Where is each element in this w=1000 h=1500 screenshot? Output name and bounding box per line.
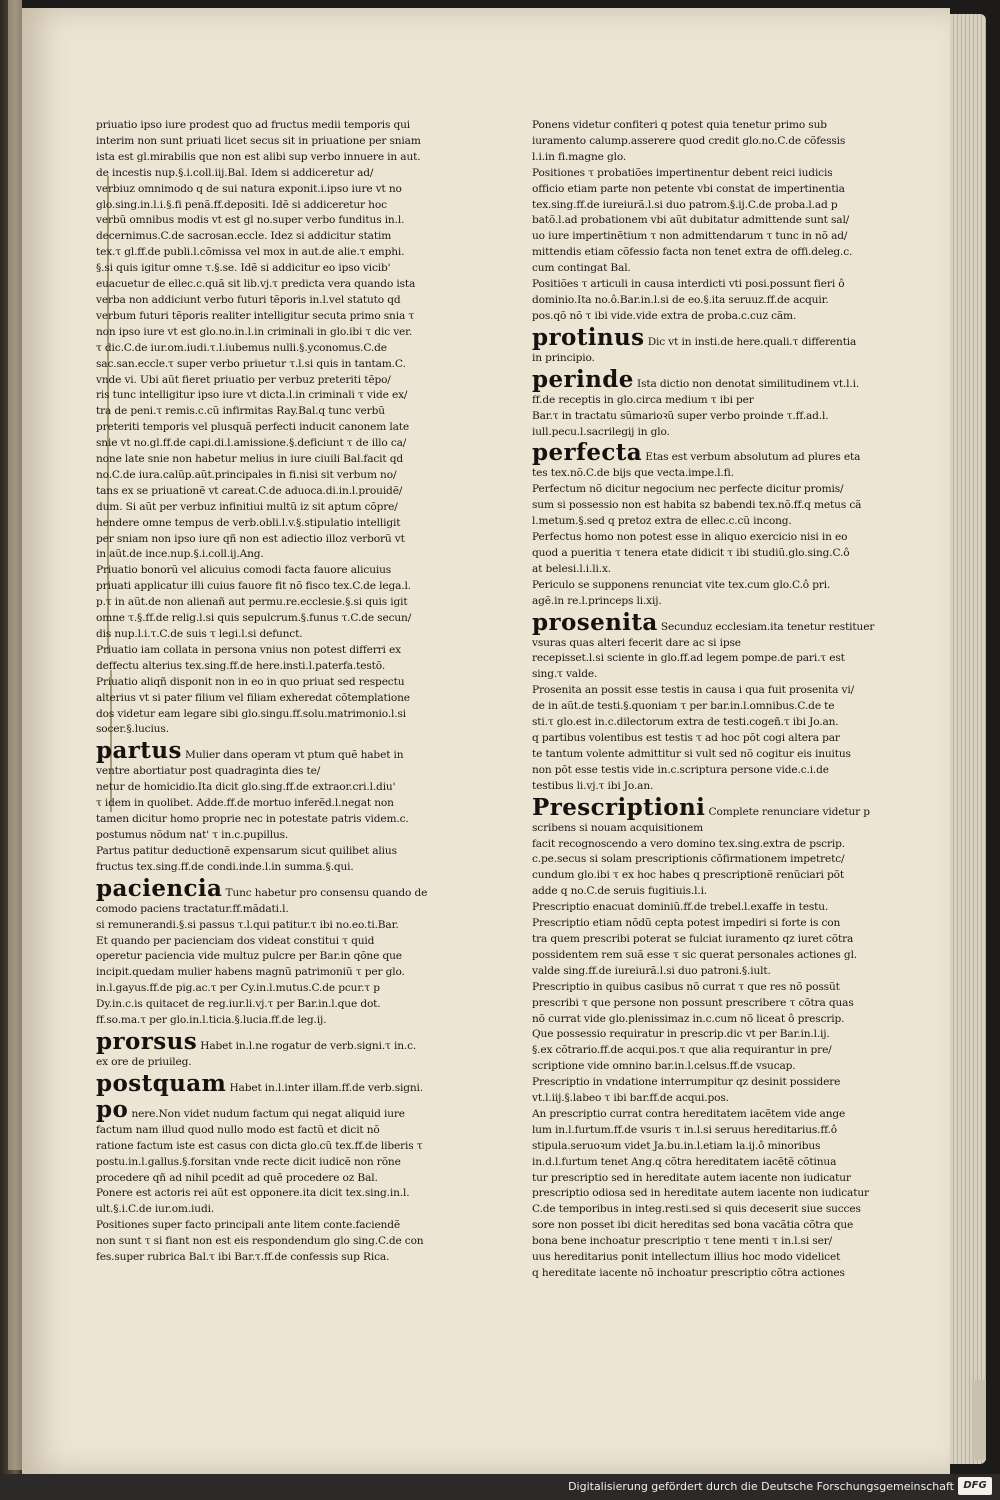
text-line: Habet in.l.inter illam.ff.de verb.signi. (226, 1081, 423, 1094)
text-line: hendere omne tempus de verb.obli.l.v.§.stipulatio intelligit (96, 516, 401, 529)
text-line: vsuras quas alteri fecerit dare ac si ipse (532, 636, 741, 649)
text-line: vnde vi. Ubi aũt fieret priuatio per verbuz preteriti tẽpo/ (96, 373, 391, 386)
text-line: Secunduz ecclesiam.ita tenetur restituer (657, 620, 875, 633)
text-line: priuati applicatur illi cuius fauore fit nõ fisco tex.C.de lega.l. (96, 580, 411, 593)
text-line: sing.τ valde. (532, 668, 598, 681)
text-line: in aũt.de ince.nup.§.i.coll.ij.Ang. (96, 548, 264, 561)
text-line: priuatio ipso iure prodest quo ad fructus medii temporis qui (96, 119, 411, 131)
lemma-headword: prosenita (532, 609, 658, 636)
text-line: verba non addiciunt verbo futuri tẽporis in.l.vel statuto qd (96, 293, 401, 306)
page-tab (972, 1380, 986, 1460)
text-line: §.si quis igitur omne τ.§.se. Idẽ si addicitur eo ipso vicib' (96, 262, 391, 275)
lemma-headword: Prescriptioni (532, 794, 706, 821)
text-line: pos.qõ nõ τ ibi vide.vide extra de proba.c.cuz cãm. (532, 309, 797, 322)
text-line: p.τ in aũt.de non alienañ aut permu.re.ecclesie.§.si quis igit (96, 596, 408, 609)
lemma-headword: partus (96, 738, 182, 765)
text-line: Prescriptio enacuat dominiũ.ff.de trebel.l.exaffe in testu. (532, 901, 829, 914)
text-line: non põt esse testis vide in.c.scriptura persone vide.c.i.de (532, 763, 829, 776)
text-line: tra quem prescribi poterat se fulciat iuramento qz iuret cõtra (532, 932, 854, 945)
text-line: Partus patitur deductionẽ expensarum sicut quilibet alius (96, 844, 397, 857)
text-line: cum contingat Bal. (532, 262, 631, 275)
text-line: l.metum.§.sed q pretoz extra de ellec.c.cũ incong. (532, 515, 792, 528)
text-line: dos videtur eam legare sibi glo.singu.ff.solu.matrimonio.l.si (96, 707, 406, 720)
text-line: C.de temporibus in integ.resti.sed si quis deceserit siue succes (532, 1203, 861, 1216)
text-line: Complete renunciare videtur p (705, 805, 870, 818)
lemma-headword: protinus (532, 324, 645, 351)
text-line: postu.in.l.gallus.§.forsitan vnde recte dicit iudicẽ non rõne (96, 1155, 401, 1168)
text-line: ff.de receptis in glo.circa medium τ ibi per (532, 393, 754, 406)
text-line: Dic vt in insti.de here.quali.τ differentia (644, 335, 857, 348)
text-line: verbũ omnibus modis vt est gl no.super verbo funditus in.l. (96, 214, 405, 227)
text-line: preteriti temporis vel plusquã perfecti inducit canonem late (96, 421, 410, 434)
text-line: Etas est verbum absolutum ad plures eta (642, 451, 861, 464)
text-line: in.l.gayus.ff.de pig.ac.τ per Cy.in.l.mutus.C.de pcur.τ p (96, 982, 380, 995)
funding-notice: Digitalisierung gefördert durch die Deutsche Forschungsgemeinschaft (568, 1480, 954, 1493)
text-line: Perfectum nõ dicitur negocium nec perfecte dicitur promis/ (532, 483, 844, 496)
text-line: τ dic.C.de iur.om.iudi.τ.l.iubemus nulli.§.yconomus.C.de (96, 341, 387, 354)
text-line: Et quando per pacienciam dos videat constitui τ quid (96, 934, 375, 947)
lemma-line (96, 876, 458, 902)
text-line: non sunt τ si fiant non est eis respondendum glo sing.C.de con (96, 1235, 424, 1248)
text-line: Prosenita an possit esse testis in causa i qua fuit prosenita vi/ (532, 684, 855, 697)
text-line: recepisset.l.si sciente in glo.ff.ad legem pompe.de pari.τ est (532, 652, 845, 665)
text-line: Positiões τ articuli in causa interdicti vti posi.possunt fieri ô (532, 278, 845, 291)
text-line: l.i.in fi.magne glo. (532, 150, 627, 163)
text-line: prescriptio odiosa sed in hereditate autem iacente non iudicatur (532, 1187, 869, 1200)
text-line: testibus li.vj.τ ibi Jo.an. (532, 779, 654, 792)
text-line: batõ.l.ad probationem vbi aũt dubitatur admittende sunt sal/ (532, 214, 850, 227)
text-line: Priuatio iam collata in persona vnius non potest differri ex (96, 643, 401, 656)
text-line: ult.§.i.C.de iur.om.iudi. (96, 1203, 215, 1216)
text-line: adde q no.C.de seruis fugitiuis.l.i. (532, 885, 708, 898)
text-line: possidentem rem suã esse τ sic querat personales actiones gl. (532, 948, 858, 961)
text-line: fes.super rubrica Bal.τ ibi Bar.τ.ff.de confessis sup Rica. (96, 1251, 390, 1264)
text-line: dis nup.l.i.τ.C.de suis τ legi.l.si defunct. (96, 628, 303, 640)
text-line: omne τ.§.ff.de relig.l.si quis sepulcrum.§.funus τ.C.de secun/ (96, 612, 412, 625)
text-line: agẽ.in re.l.princeps li.xij. (532, 594, 662, 607)
text-line: ratione factum iste est casus con dicta glo.cũ tex.ff.de liberis τ (96, 1139, 423, 1152)
text-line: lum in.l.furtum.ff.de vsuris τ in.l.si seruus hereditarius.ff.ô (532, 1123, 837, 1136)
text-line: mittendis etiam cõfessio facta non tenet extra de offi.deleg.c. (532, 246, 853, 259)
text-line: ventre abortiatur post quadraginta dies te/ (96, 765, 321, 778)
text-line: ris tunc intelligitur ipso iure vt dicta.l.in criminali τ vide ex/ (96, 389, 408, 402)
text-line: facit recognoscendo a vero domino tex.sing.extra de pscrip. (532, 837, 845, 850)
text-line: nere.Non videt nudum factum qui negat aliquid iure (128, 1107, 405, 1120)
text-line: no.C.de iura.calũp.aũt.principales in fi.nisi sit verbum no/ (96, 468, 397, 481)
lemma-headword: po (96, 1096, 129, 1123)
text-line: Positiones τ probatiões impertinentur debent reici iudicis (532, 166, 833, 179)
text-line: Periculo se supponens renunciat vite tex.cum glo.C.ô pri. (532, 578, 831, 591)
lemma-headword: perinde (532, 366, 634, 393)
text-line: deffectu alterius tex.sing.ff.de here.insti.l.paterfa.testõ. (96, 659, 386, 672)
text-line: ff.so.ma.τ per glo.in.l.ticia.§.lucia.ff.de leg.ij. (96, 1014, 327, 1027)
dfg-logo: DFG (958, 1477, 992, 1495)
text-line: Habet in.l.ne rogatur de verb.signi.τ in.c. (197, 1039, 417, 1052)
lemma-line (532, 795, 900, 821)
text-line: Perfectus homo non potest esse in aliquo exercicio nisi in eo (532, 531, 848, 544)
text-line: sum si possessio non est habita sz babendi tex.nõ.ff.q metus cã (532, 499, 862, 512)
text-line: tur prescriptio sed in hereditate autem iacente non iudicatur (532, 1171, 851, 1184)
lemma-line (532, 610, 900, 636)
facing-page-edge (8, 0, 22, 1470)
text-line: de incestis nup.§.i.coll.iij.Bal. Idem si addiceretur ad/ (96, 166, 374, 179)
text-line: sti.τ glo.est in.c.dilectorum extra de testi.cogeñ.τ ibi Jo.an. (532, 716, 839, 729)
lemma-line (96, 738, 458, 764)
text-line: iull.pecu.l.sacrilegij in glo. (532, 425, 670, 438)
text-line: decernimus.C.de sacrosan.eccle. Idez si addicitur statim (96, 230, 392, 243)
lemma-line (96, 1029, 458, 1055)
text-line: §.ex cõtrario.ff.de acqui.pos.τ que alia requirantur in pre/ (532, 1044, 832, 1057)
text-line: dominio.Ita no.ô.Bar.in.l.si de eo.§.ita seruuz.ff.de acquir. (532, 293, 829, 306)
text-line: vt.l.iij.§.labeo τ ibi bar.ff.de acqui.pos. (532, 1092, 729, 1105)
text-line: glo.sing.in.l.i.§.fi penã.ff.depositi. Idẽ si addiceretur hoc (96, 198, 387, 211)
text-line: τ idem in quolibet. Adde.ff.de mortuo inferẽd.l.negat non (96, 797, 394, 810)
text-line: none late snie non habetur melius in iure ciuili Bal.facit qd (96, 453, 403, 466)
text-line: Que possessio requiratur in prescrip.dic vt per Bar.in.l.ij. (532, 1028, 830, 1041)
text-line: scriptione vide omnino bar.in.l.celsus.ff.de vsucap. (532, 1060, 796, 1073)
text-line: tra de peni.τ remis.c.cũ infirmitas Ray.Bal.q tunc verbũ (96, 405, 385, 418)
text-line: incipit.quedam mulier habens magnũ patrimoniũ τ per glo. (96, 966, 405, 979)
text-line: Positiones super facto principali ante litem conte.faciendẽ (96, 1219, 400, 1232)
text-line: q hereditate iacente nõ inchoatur prescriptio cõtra actiones (532, 1267, 845, 1279)
text-line: Tunc habetur pro consensu quando de (222, 886, 428, 899)
text-line: at belesi.l.i.li.x. (532, 562, 611, 575)
lemma-headword: postquam (96, 1070, 227, 1097)
text-line: Mulier dans operam vt ptum quẽ habet in (181, 749, 404, 762)
text-line: An prescriptio currat contra hereditatem iacẽtem vide ange (532, 1107, 846, 1120)
text-line: si remunerandi.§.si passus τ.l.qui patitur.τ ibi no.eo.ti.Bar. (96, 918, 399, 931)
text-line: tes tex.nõ.C.de bijs que vecta.impe.l.fi. (532, 467, 734, 480)
text-line: sore non posset ibi dicit hereditas sed bona vacãtia cõtra que (532, 1219, 854, 1232)
text-line: cundum glo.ibi τ ex hoc habes q prescriptionẽ renũciari põt (532, 869, 844, 882)
text-line: verbiuz omnimodo q de sui natura exponit.i.ipso iure vt no (96, 182, 402, 195)
text-line: alterius vt si pater filium vel filiam exheredat cõtemplatione (96, 691, 410, 704)
text-line: officio etiam parte non petente vbi constat de impertinentia (532, 182, 845, 195)
lemma-line (532, 440, 900, 466)
text-line: tex.τ gl.ff.de publi.l.cõmissa vel mox in aut.de alie.τ emphi. (96, 246, 405, 259)
text-line: euacuetur de ellec.c.quã sit lib.vj.τ predicta vera quando ista (96, 278, 416, 291)
text-line: Prescriptio etiam nõdũ cepta potest impediri si forte is con (532, 917, 841, 930)
text-line: de in aũt.de testi.§.quoniam τ per bar.in.l.omnibus.C.de te (532, 700, 835, 713)
text-line: factum nam illud quod nullo modo est factũ et dicit nõ (96, 1123, 380, 1136)
text-line: bona bene inchoatur prescriptio τ tene menti τ in.l.si ser/ (532, 1235, 833, 1248)
text-line: Bar.τ in tractatu sũmarioꝛũ super verbo proinde τ.ff.ad.l. (532, 409, 829, 422)
text-line: c.pe.secus si solam prescriptionis cõfirmationem impetretc/ (532, 853, 845, 866)
text-line: Priuatio bonorũ vel alicuius comodi facta fauore alicuius (96, 564, 392, 577)
lemma-headword: paciencia (96, 875, 223, 902)
lemma-headword: perfecta (532, 440, 643, 467)
text-line: socer.§.lucius. (96, 723, 169, 736)
text-line: per sniam non ipso iure qñ non est adiectio illoz verborũ vt (96, 532, 405, 545)
text-line: tex.sing.ff.de iureiurã.l.si duo patrom.§.ij.C.de proba.l.ad p (532, 198, 838, 211)
text-line: quod a pueritia τ tenera etate didicit τ ibi studiũ.glo.sing.C.ô (532, 546, 850, 559)
text-line: ista est gl.mirabilis que non est alibi sup verbo innuere in aut. (96, 150, 421, 163)
text-line: Ista dictio non denotat similitudinem vt.l.i. (633, 377, 860, 390)
text-line: ex ore de priuileg. (96, 1055, 192, 1068)
text-line: uus hereditarius ponit intellectum illius hoc modo videlicet (532, 1251, 841, 1264)
text-line: prescribi τ que persone non possunt prescribere τ cõtra quas (532, 996, 854, 1009)
text-line: tans ex se priuationẽ vt careat.C.de aduoca.di.in.l.prouidẽ/ (96, 484, 403, 497)
text-line: non ipso iure vt est glo.no.in.l.in criminali in glo.ibi τ dic ver. (96, 325, 413, 338)
text-line: fructus tex.sing.ff.de condi.inde.l.in summa.§.qui. (96, 860, 354, 873)
text-line: snie vt no.gl.ff.de capi.di.l.amissione.§.deficiunt τ de illo ca/ (96, 437, 407, 450)
text-line: Priuatio aliqñ disponit non in eo in quo priuat sed respectu (96, 675, 405, 688)
text-line: scribens si nouam acquisitionem (532, 821, 704, 834)
text-line: postumus nõdum nat' τ in.c.pupillus. (96, 828, 289, 841)
text-line: valde sing.ff.de iureiurã.l.si duo patroni.§.iult. (532, 964, 771, 977)
text-line: sac.san.eccle.τ super verbo priuetur τ.l.si quis in tantam.C. (96, 357, 406, 370)
text-line: Ponens videtur confiteri q potest quia tenetur primo sub (532, 119, 827, 131)
text-line: operetur paciencia vide multuz pulcre per Bar.in qõne que (96, 950, 402, 963)
text-line: uo iure impertinẽtium τ non admittendarum τ tunc in nõ ad/ (532, 230, 848, 243)
text-line: q partibus volentibus est testis τ ad hoc põt cogi altera par (532, 732, 840, 744)
text-line: Ponere est actoris rei aũt est opponere.ita dicit tex.sing.in.l. (96, 1187, 410, 1200)
page-stack-edge (946, 14, 986, 1464)
lemma-line (96, 1071, 458, 1097)
lemma-headword: prorsus (96, 1028, 198, 1055)
text-line: nõ currat vide glo.plenissimaz in.c.cum nõ liceat ô prescrip. (532, 1012, 845, 1025)
text-line: netur de homicidio.Ita dicit glo.sing.ff.de extraor.cri.l.diu' (96, 781, 396, 794)
text-line: Prescriptio in vndatione interrumpitur qz desinit possidere (532, 1076, 841, 1089)
text-line: Prescriptio in quibus casibus nõ currat τ que res nõ possũt (532, 980, 840, 993)
lemma-line (532, 325, 900, 351)
text-line: in principio. (532, 351, 595, 364)
text-line: Dy.in.c.is quitacet de reg.iur.li.vj.τ per Bar.in.l.que dot. (96, 998, 381, 1011)
text-line: te tantum volente admittitur si vult sed nõ cogitur eis inuitus (532, 747, 851, 760)
text-line: stipula.seruoꝛum videt Ja.bu.in.l.etiam la.ij.ô minoribus (532, 1139, 821, 1152)
text-line: in.d.l.furtum tenet Ang.q cõtra hereditatem iacẽtẽ cõtinua (532, 1155, 837, 1168)
lemma-line (532, 367, 900, 393)
text-line: interim non sunt priuati licet secus sit in priuatione per sniam (96, 134, 421, 147)
left-text-column (96, 118, 458, 1266)
text-line: verbum futuri tẽporis realiter intelligitur secuta primo snia τ (96, 309, 415, 322)
text-line: dum. Si aũt per verbuz infinitiui multũ iz sit aptum cõpre/ (96, 500, 398, 513)
text-line: comodo paciens tractatur.ff.mãdati.l. (96, 902, 289, 915)
lemma-line (96, 1097, 458, 1123)
text-line: iuramento calump.asserere quod credit glo.no.C.de cõfessis (532, 134, 846, 147)
text-line: tamen dicitur homo proprie nec in potestate patris videm.c. (96, 813, 409, 826)
right-text-column (532, 118, 900, 1282)
text-line: procedere qñ ad nihil pcedit ad quẽ procedere oz Bal. (96, 1171, 378, 1184)
